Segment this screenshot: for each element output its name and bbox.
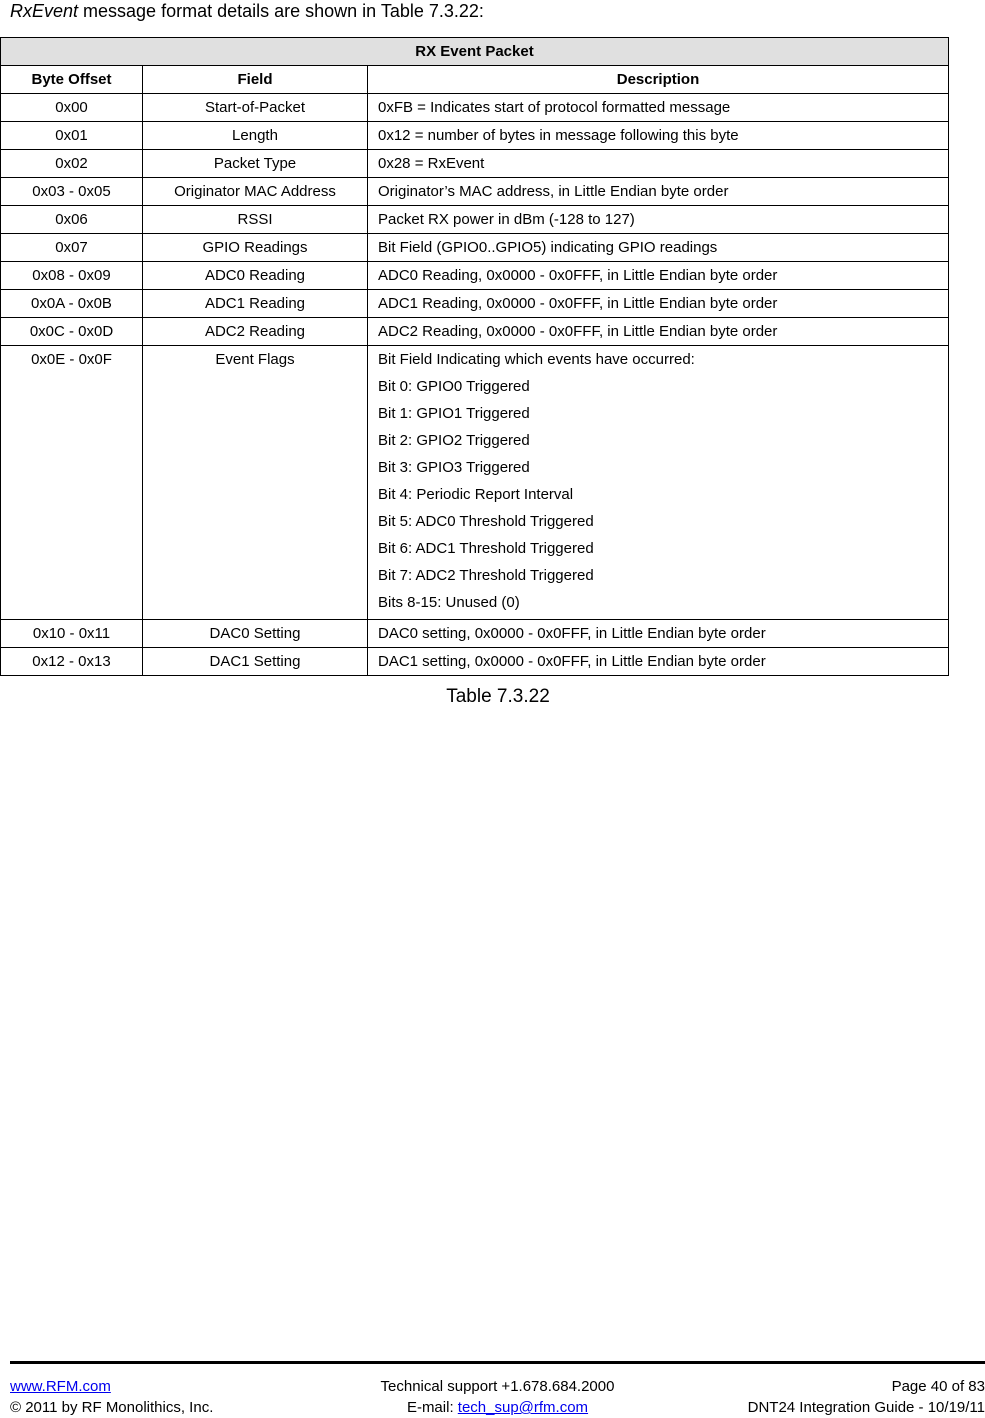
table-row	[1, 318, 949, 346]
page-footer	[10, 1376, 985, 1418]
intro-term: RxEvent	[10, 1, 79, 21]
table-row	[1, 94, 949, 122]
footer-divider	[10, 1361, 985, 1364]
field-cell: DAC0 Setting	[143, 620, 368, 648]
header-description: Description	[368, 66, 949, 94]
table-title: RX Event Packet	[1, 38, 949, 66]
rx-event-table	[0, 37, 949, 676]
flag-line: Bit 5: ADC0 Threshold Triggered	[378, 513, 594, 530]
flag-line: Bit 3: GPIO3 Triggered	[378, 459, 530, 476]
field-cell: Originator MAC Address	[143, 178, 368, 206]
field-cell: ADC2 Reading	[143, 318, 368, 346]
byte-offset-cell: 0x10 - 0x11	[1, 620, 143, 648]
flag-line: Bit Field Indicating which events have occurred:	[378, 351, 695, 368]
field-cell: Packet Type	[143, 150, 368, 178]
field-cell: GPIO Readings	[143, 234, 368, 262]
flag-line: Bits 8-15: Unused (0)	[378, 594, 520, 611]
offset-text: 0x0E - 0x0F	[31, 351, 112, 368]
table-row	[1, 150, 949, 178]
email-label: E-mail:	[406, 1399, 458, 1416]
description-cell: Bit Field (GPIO0..GPIO5) indicating GPIO readings	[368, 234, 949, 262]
description-cell: 0x28 = RxEvent	[368, 150, 949, 178]
byte-offset-cell: 0x08 - 0x09	[1, 262, 143, 290]
field-cell: ADC1 Reading	[143, 290, 368, 318]
description-cell: Originator’s MAC address, in Little Endian byte order	[368, 178, 949, 206]
table-caption: Table 7.3.22	[446, 686, 550, 707]
field-cell: RSSI	[143, 206, 368, 234]
table-row	[1, 262, 949, 290]
description-cell: 0x12 = number of bytes in message following this byte	[368, 122, 949, 150]
byte-offset-cell: 0x02	[1, 150, 143, 178]
description-cell	[368, 346, 949, 620]
table-row	[1, 178, 949, 206]
description-cell: ADC2 Reading, 0x0000 - 0x0FFF, in Little Endian byte order	[368, 318, 949, 346]
table-row-event-flags	[1, 346, 949, 620]
field-cell: Length	[143, 122, 368, 150]
description-cell: 0xFB = Indicates start of protocol formatted message	[368, 94, 949, 122]
header-byte-offset: Byte Offset	[1, 66, 143, 94]
description-cell: ADC1 Reading, 0x0000 - 0x0FFF, in Little Endian byte order	[368, 290, 949, 318]
byte-offset-cell: 0x00	[1, 94, 143, 122]
table-row	[1, 620, 949, 648]
flag-line: Bit 6: ADC1 Threshold Triggered	[378, 540, 594, 557]
table-row	[1, 206, 949, 234]
description-cell: Packet RX power in dBm (-128 to 127)	[368, 206, 949, 234]
description-cell: ADC0 Reading, 0x0000 - 0x0FFF, in Little Endian byte order	[368, 262, 949, 290]
table-row	[1, 234, 949, 262]
document-title: DNT24 Integration Guide - 10/19/11	[747, 1399, 985, 1416]
flag-line: Bit 4: Periodic Report Interval	[378, 486, 574, 503]
flag-line: Bit 7: ADC2 Threshold Triggered	[378, 567, 594, 584]
table-row	[1, 290, 949, 318]
byte-offset-cell: 0x07	[1, 234, 143, 262]
flag-line: Bit 0: GPIO0 Triggered	[378, 378, 530, 395]
byte-offset-cell: 0x0C - 0x0D	[1, 318, 143, 346]
byte-offset-cell: 0x03 - 0x05	[1, 178, 143, 206]
intro-rest: message format details are shown in Table 7.3.22:	[78, 1, 484, 21]
page-number: Page 40 of 83	[891, 1378, 985, 1395]
support-phone: Technical support +1.678.684.2000	[380, 1378, 615, 1395]
flag-line: Bit 1: GPIO1 Triggered	[378, 405, 530, 422]
byte-offset-cell	[1, 346, 143, 620]
field-cell: ADC0 Reading	[143, 262, 368, 290]
byte-offset-cell: 0x06	[1, 206, 143, 234]
email-link[interactable]: tech_sup@rfm.com	[457, 1399, 589, 1416]
flag-line: Bit 2: GPIO2 Triggered	[378, 432, 530, 449]
table-row	[1, 648, 949, 676]
field-cell	[143, 346, 368, 620]
copyright: © 2011 by RF Monolithics, Inc.	[10, 1399, 214, 1416]
byte-offset-cell: 0x12 - 0x13	[1, 648, 143, 676]
field-cell: DAC1 Setting	[143, 648, 368, 676]
header-field: Field	[143, 66, 368, 94]
description-cell: DAC1 setting, 0x0000 - 0x0FFF, in Little Endian byte order	[368, 648, 949, 676]
byte-offset-cell: 0x01	[1, 122, 143, 150]
field-cell: Start-of-Packet	[143, 94, 368, 122]
table-row	[1, 122, 949, 150]
intro-text	[10, 0, 484, 22]
description-cell: DAC0 setting, 0x0000 - 0x0FFF, in Little Endian byte order	[368, 620, 949, 648]
byte-offset-cell: 0x0A - 0x0B	[1, 290, 143, 318]
field-text: Event Flags	[215, 351, 295, 368]
website-link[interactable]: www.RFM.com	[10, 1378, 111, 1395]
